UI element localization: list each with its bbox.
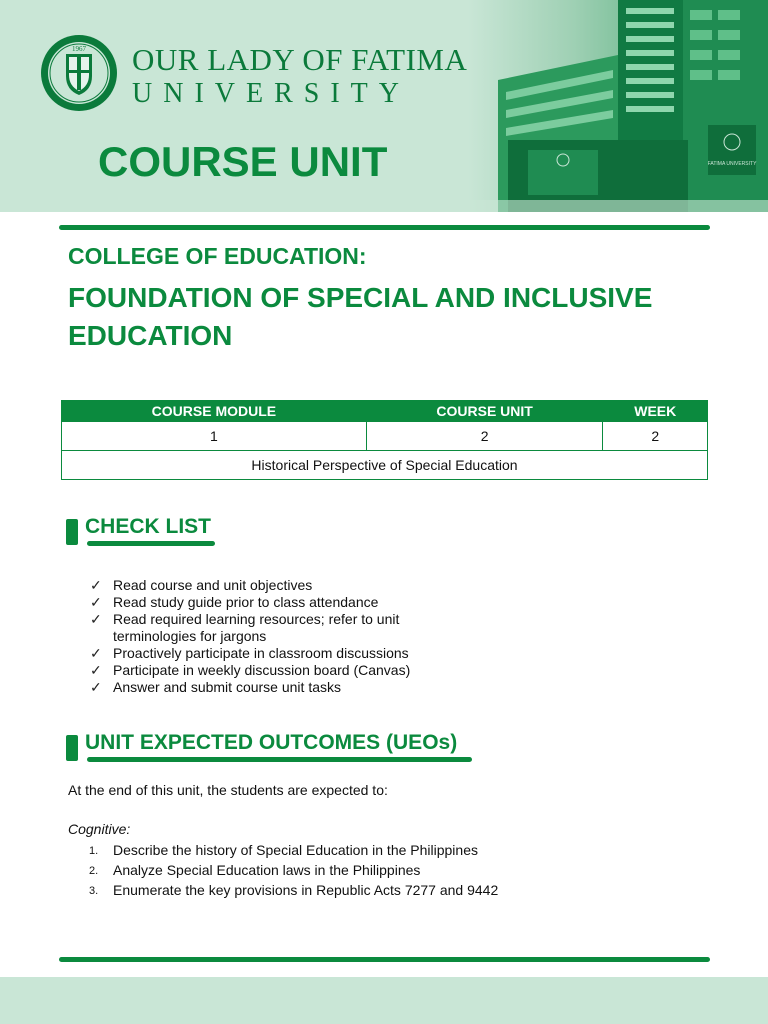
table-row	[62, 422, 708, 451]
section-marker	[66, 519, 78, 545]
checkmark-icon: ✓	[90, 577, 102, 593]
header-course-module: COURSE MODULE	[62, 401, 367, 422]
checkmark-icon: ✓	[90, 611, 102, 627]
outcomes-underline	[87, 757, 472, 762]
college-name: COLLEGE OF EDUCATION:	[68, 243, 367, 269]
page-kind-title: COURSE UNIT	[98, 138, 388, 185]
course-info-table	[61, 400, 708, 480]
course-title: FOUNDATION OF SPECIAL AND INCLUSIVE EDUCATION	[68, 282, 653, 351]
outcomes-title: UNIT EXPECTED OUTCOMES (UEOs)	[85, 731, 458, 754]
page-header	[0, 0, 768, 212]
header-week: WEEK	[603, 401, 708, 422]
list-item: ✓ Read course and unit objectives	[90, 577, 313, 593]
cognitive-label: Cognitive:	[68, 821, 131, 837]
header-course-unit: COURSE UNIT	[366, 401, 603, 422]
outcomes-list	[68, 840, 498, 900]
cell-course-module: 1	[62, 422, 367, 451]
university-seal-logo	[40, 34, 118, 112]
page-footer	[0, 977, 768, 1024]
university-word: UNIVERSITY	[132, 78, 410, 109]
section-marker	[66, 735, 78, 761]
svg-text:FATIMA UNIVERSITY: FATIMA UNIVERSITY	[707, 161, 757, 167]
checkmark-icon: ✓	[90, 662, 102, 678]
outcomes-intro: At the end of this unit, the students are expected to:	[68, 782, 388, 798]
cell-course-unit: 2	[366, 422, 603, 451]
list-item: ✓ Proactively participate in classroom discussions	[90, 645, 409, 661]
checkmark-icon: ✓	[90, 679, 102, 695]
list-item: 3. Enumerate the key provisions in Republic Acts 7277 and 9442	[89, 882, 499, 898]
cell-week: 2	[603, 422, 708, 451]
list-item: ✓ Answer and submit course unit tasks	[90, 679, 341, 695]
checklist-underline	[87, 541, 215, 546]
list-item: ✓ Read study guide prior to class attendance	[90, 594, 379, 610]
cell-topic: Historical Perspective of Special Education	[62, 451, 708, 480]
top-divider	[59, 225, 710, 230]
university-name: OUR LADY OF FATIMA	[132, 42, 468, 77]
checkmark-icon: ✓	[90, 594, 102, 610]
checklist-title: CHECK LIST	[85, 515, 211, 538]
list-item: 2. Analyze Special Education laws in the Philippines	[89, 862, 421, 878]
svg-text:1967: 1967	[72, 45, 86, 53]
checklist	[90, 577, 450, 696]
table-row	[62, 451, 708, 480]
campus-building-image	[468, 0, 768, 212]
list-item: ✓ Participate in weekly discussion board (Canvas)	[90, 662, 411, 678]
bottom-divider	[59, 957, 710, 962]
list-item: ✓ Read required learning resources; refer to unit terminologies for jargons	[90, 611, 400, 644]
list-item: 1. Describe the history of Special Education in the Philippines	[89, 842, 478, 858]
checkmark-icon: ✓	[90, 645, 102, 661]
table-header-row	[62, 401, 708, 422]
